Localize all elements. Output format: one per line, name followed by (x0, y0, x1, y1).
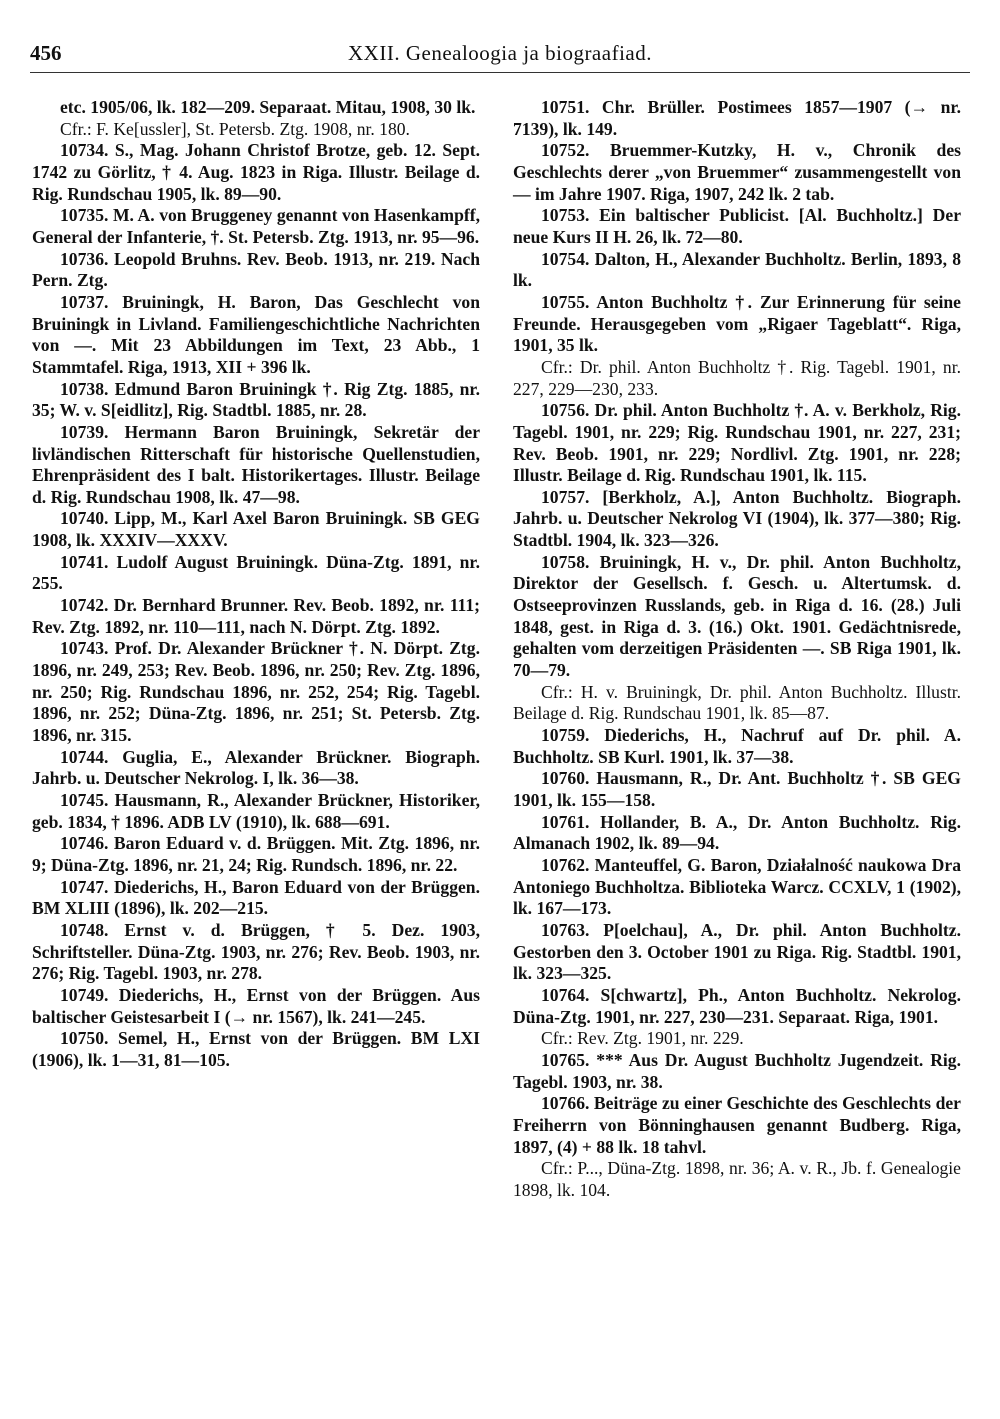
bibliography-entry: 10751. Chr. Brüller. Postimees 1857—1907 (→ nr. 7139), lk. 149. (513, 97, 961, 139)
bibliography-entry: 10742. Dr. Bernhard Brunner. Rev. Beob. 1892, nr. 111; Rev. Ztg. 1892, nr. 110—111, nach N. Dörpt. Ztg. 1892. (32, 595, 480, 637)
left-column (32, 97, 480, 1072)
bibliography-entry: 10747. Diederichs, H., Baron Eduard von der Brüggen. BM XLIII (1896), lk. 202—215. (32, 876, 480, 919)
bibliography-entry: 10734. S., Mag. Johann Christof Brotze, geb. 12. Sept. 1742 zu Görlitz, † 4. Aug. 1823 in Riga. Illustr. Beilage d. Rig. Rundschau 1905, lk. 89—90. (32, 140, 480, 204)
bibliography-entry: Cfr.: Dr. phil. Anton Buchholtz †. Rig. Tagebl. 1901, nr. 227, 229—230, 233. (513, 356, 961, 399)
bibliography-entry: 10737. Bruiningk, H. Baron, Das Geschlecht von Bruiningk in Livland. Familiengeschichtliche Nachrichten von —. Mit 23 Abbildungen im Text, 23 Abb., 1 Stammtafel. Riga, 1913, XII + 396 lk. (32, 291, 480, 377)
bibliography-entry: 10752. Bruemmer-Kutzky, H. v., Chronik des Geschlechts derer „von Bruemmer“ zusammengestellt von — im Jahre 1907. Riga, 1907, 242 lk. 2 tab. (513, 140, 961, 204)
bibliography-entry: 10763. P[oelchau], A., Dr. phil. Anton Buchholtz. Gestorben den 3. October 1901 zu Riga. Rig. Stadtbl. 1901, lk. 323—325. (513, 919, 961, 984)
bibliography-entry: 10753. Ein baltischer Publicist. [Al. Buchholtz.] Der neue Kurs II H. 26, lk. 72—80. (513, 205, 961, 247)
bibliography-entry: 10739. Hermann Baron Bruiningk, Sekretär der livländischen Ritterschaft für historische Quellenstudien, Ehrenpräsident des I balt. Historikertages. Illustr. Beilage d. Rig. Rundschau 1908, lk. 47—98. (32, 421, 480, 507)
right-column (513, 97, 961, 1201)
bibliography-entry: 10758. Bruiningk, H. v., Dr. phil. Anton Buchholtz, Direktor der Gesellsch. f. Gesch. u. Altertumsk. d. Ostseeprovinzen Russlands, geb. in Riga d. 16. (28.) Juli 1848, gest. in Riga d. 3. (16.) Okt. 1901. Gedächtnisrede, gehalten vom derzeitigen Präsidenten —. SB Riga 1901, lk. 70—79. (513, 551, 961, 681)
bibliography-entry: Cfr.: F. Ke[ussler], St. Petersb. Ztg. 1908, nr. 180. (60, 118, 410, 139)
bibliography-entry: Cfr.: Rev. Ztg. 1901, nr. 229. (541, 1028, 744, 1049)
bibliography-entry: 10746. Baron Eduard v. d. Brüggen. Mit. Ztg. 1896, nr. 9; Düna-Ztg. 1896, nr. 21, 24; Rig. Rundsch. 1896, nr. 22. (32, 833, 480, 875)
bibliography-entry: 10745. Hausmann, R., Alexander Brückner, Historiker, geb. 1834, † 1896. ADB LV (1910), lk. 688—691. (32, 790, 480, 832)
running-title: XXII. Genealoogia ja biograafiad. (348, 41, 652, 65)
bibliography-entry: 10735. M. A. von Bruggeney genannt von Hasenkampff, General der Infanterie, †. St. Petersb. Ztg. 1913, nr. 95—96. (32, 205, 480, 247)
bibliography-entry: 10762. Manteuffel, G. Baron, Działalność naukowa Dra Antoniego Buchholtza. Biblioteka Warcz. CCXLV, 1 (1902), lk. 167—173. (513, 854, 961, 919)
bibliography-entry: 10738. Edmund Baron Bruiningk †. Rig Ztg. 1885, nr. 35; W. v. S[eidlitz], Rig. Stadtbl. 1885, nr. 28. (32, 378, 480, 421)
bibliography-entry: 10755. Anton Buchholtz †. Zur Erinnerung für seine Freunde. Herausgegeben vom „Rigaer Tageblatt“. Riga, 1901, 35 lk. (513, 291, 961, 356)
bibliography-entry: 10765. *** Aus Dr. August Buchholtz Jugendzeit. Rig. Tagebl. 1903, nr. 38. (513, 1049, 961, 1092)
bibliography-entry: 10743. Prof. Dr. Alexander Brückner †. N. Dörpt. Ztg. 1896, nr. 249, 253; Rev. Beob. 1896, nr. 250; Rev. Ztg. 1896, nr. 250; Rig. Rundschau 1896, nr. 252, 254; Rig. Tagebl. 1896, nr. 252; Düna-Ztg. 1896, nr. 251; St. Petersb. Ztg. 1896, nr. 315. (32, 638, 480, 746)
bibliography-entry: Cfr.: P..., Düna-Ztg. 1898, nr. 36; A. v. R., Jb. f. Genealogie 1898, lk. 104. (513, 1158, 961, 1200)
bibliography-entry: 10736. Leopold Bruhns. Rev. Beob. 1913, nr. 219. Nach Pern. Ztg. (32, 248, 480, 291)
bibliography-entry: 10748. Ernst v. d. Brüggen, † 5. Dez. 1903, Schriftsteller. Düna-Ztg. 1903, nr. 276; Rev. Beob. 1903, nr. 276; Rig. Tagebl. 1903, nr. 278. (32, 919, 480, 984)
bibliography-entry: 10759. Diederichs, H., Nachruf auf Dr. phil. A. Buchholtz. SB Kurl. 1901, lk. 37—38. (513, 725, 961, 767)
bibliography-entry: 10761. Hollander, B. A., Dr. Anton Buchholtz. Rig. Almanach 1902, lk. 89—94. (513, 811, 961, 854)
bibliography-entry: 10764. S[chwartz], Ph., Anton Buchholtz. Nekrolog. Düna-Ztg. 1901, nr. 227, 230—231. Separaat. Riga, 1901. (513, 984, 961, 1027)
bibliography-entry: 10757. [Berkholz, A.], Anton Buchholtz. Biograph. Jahrb. u. Deutscher Nekrolog VI (1904), lk. 377—380; Rig. Stadtbl. 1904, lk. 323—326. (513, 486, 961, 551)
bibliography-entry: 10740. Lipp, M., Karl Axel Baron Bruiningk. SB GEG 1908, lk. XXXIV—XXXV. (32, 508, 480, 551)
bibliography-entry: 10749. Diederichs, H., Ernst von der Brüggen. Aus baltischer Geistesarbeit I (→ nr. 1567), lk. 241—245. (32, 984, 480, 1027)
bibliography-entry: 10760. Hausmann, R., Dr. Ant. Buchholtz †. SB GEG 1901, lk. 155—158. (513, 768, 961, 810)
bibliography-entry: 10754. Dalton, H., Alexander Buchholtz. Berlin, 1893, 8 lk. (513, 248, 961, 291)
bibliography-entry: Cfr.: H. v. Bruiningk, Dr. phil. Anton Buchholtz. Illustr. Beilage d. Rig. Rundschau 1901, lk. 85—87. (513, 681, 961, 724)
page-number: 456 (30, 41, 62, 65)
bibliography-entry: 10741. Ludolf August Bruiningk. Düna-Ztg. 1891, nr. 255. (32, 551, 480, 594)
bibliography-entry: 10744. Guglia, E., Alexander Brückner. Biograph. Jahrb. u. Deutscher Nekrolog. I, lk. 36—38. (32, 746, 480, 789)
page-header (30, 38, 970, 73)
bibliography-entry: 10766. Beiträge zu einer Geschichte des Geschlechts der Freiherrn von Bönninghausen genannt Budberg. Riga, 1897, (4) + 88 lk. 18 tahvl. (513, 1093, 961, 1157)
bibliography-entry: 10750. Semel, H., Ernst von der Brüggen. BM LXI (1906), lk. 1—31, 81—105. (32, 1028, 480, 1070)
bibliography-entry: etc. 1905/06, lk. 182—209. Separaat. Mitau, 1908, 30 lk. (60, 97, 476, 117)
bibliography-entry: 10756. Dr. phil. Anton Buchholtz †. A. v. Berkholz, Rig. Tagebl. 1901, nr. 229; Rig. Rundschau 1901, nr. 227, 231; Rev. Beob. 1901, nr. 229; Nordlivl. Ztg. 1901, nr. 228; Illustr. Beilage d. Rig. Rundschau 1901, lk. 115. (513, 400, 961, 486)
